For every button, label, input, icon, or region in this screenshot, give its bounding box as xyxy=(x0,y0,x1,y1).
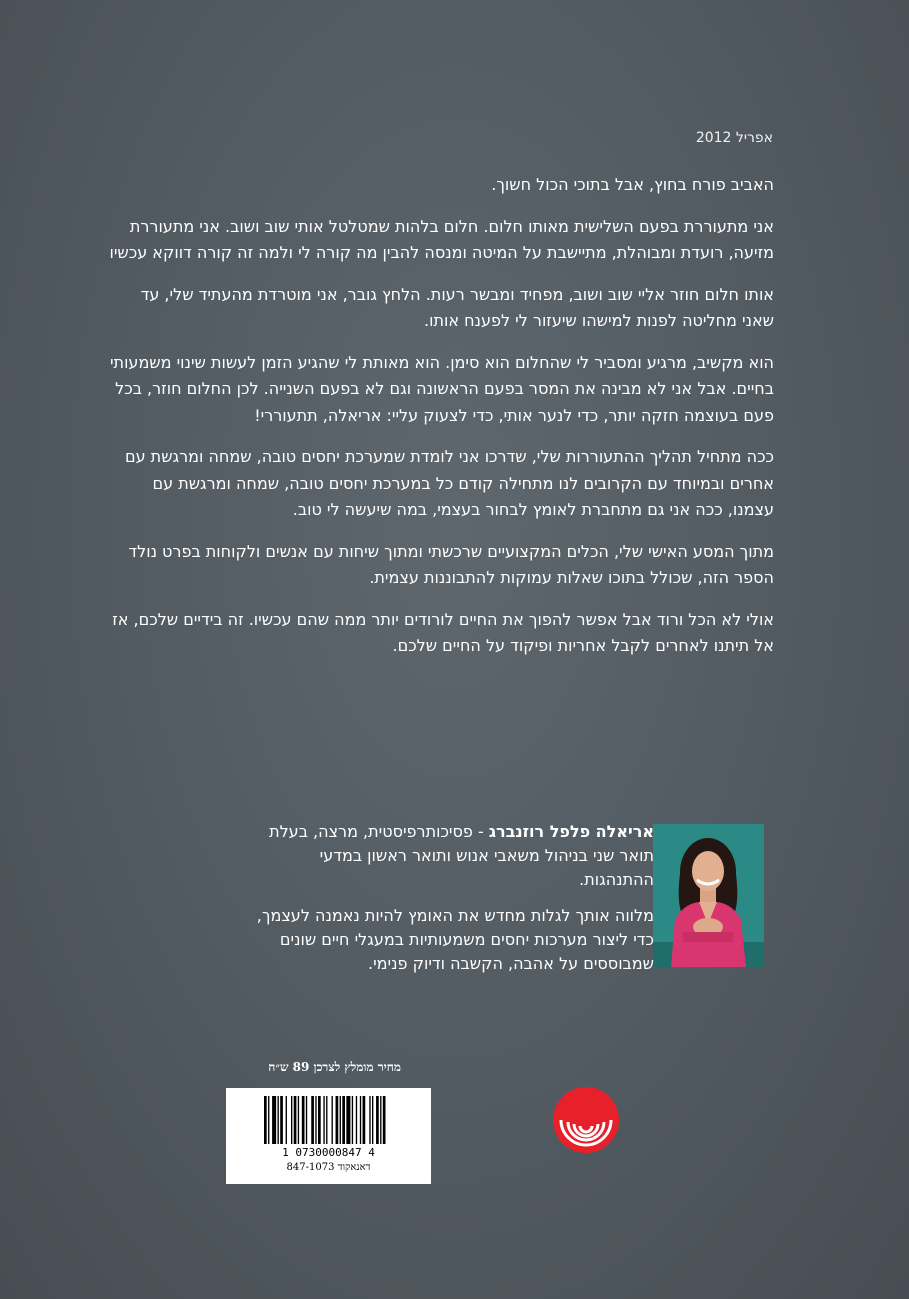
barcode-bars-image xyxy=(226,1088,431,1146)
author-name: אריאלה פלפל רוזנברג xyxy=(488,822,654,841)
author-description: מלווה אותך לגלות מחדש את האומץ להיות נאמנה לעצמך, כדי ליצור מערכות יחסים משמעותיות במעגלי חיים שונים שמבוססים על אהבה, הקשבה ודיוק פנימי. xyxy=(256,906,654,973)
author-portrait-image xyxy=(653,824,764,967)
barcode xyxy=(226,1088,431,1184)
paragraph-3: אותו חלום חוזר אליי שוב ושוב, מפחיד ומבשר רעות. הלחץ גובר, אני מוטרדת מהעתיד שלי, עד שאני מחליטה לפנות למישהו שיעזור לי לפענח אותו. xyxy=(140,284,774,330)
paragraph-1: האביב פורח בחוץ, אבל בתוכי הכול חשוך. xyxy=(491,175,774,194)
paragraph-2: אני מתעוררת בפעם השלישית מאותו חלום. חלום בלהות שמטלטל אותי שוב ושוב. אני מתעוררת מזיעה, רועדת ומבוהלת, מתיישבת על המיטה ומנסה להבין מה קורה לי ולמה זה קורה דווקא עכשיו xyxy=(109,216,774,262)
barcode-number: 1 0730000847 4 xyxy=(282,1146,375,1159)
publisher-logo-icon xyxy=(548,1086,624,1154)
author-photo xyxy=(653,824,764,967)
paragraph-5: ככה מתחיל תהליך ההתעוררות שלי, שדרכו אני לומדת שמערכת יחסים טובה, שמחה ומרגשת עם אחרים ובמיוחד עם הקרובים לנו מתחילה קודם כל במערכת יחסים טובה, שמחה ומרגשת עם עצמנו, ככה אני גם מתחברת לאומץ לבחור בעצמי, במה שיעשה לי טוב. xyxy=(124,447,774,519)
paragraph-6: מתוך המסע האישי שלי, הכלים המקצועיים שרכשתי ומתוך שיחות עם אנשים ולקוחות בפרט נולד הספר הזה, שכולל בתוכו שאלות עמוקות להתבוננות עצמית. xyxy=(128,541,774,587)
barcode-label: דאנאקוד 847-1073 xyxy=(286,1162,371,1173)
author-intro xyxy=(249,820,654,892)
date-line: אפריל 2012 xyxy=(695,130,773,146)
paragraph-4: הוא מקשיב, מרגיע ומסביר לי שהחלום הוא סימן. הוא מאותת לי שהגיע הזמן לעשות שינוי משמעותי בחיים. אבל אני לא מבינה את המסר בפעם הראשונה וגם לא בפעם השנייה. לכן החלום חוזר, בכל פעם בעוצמה חזקה יותר, כדי לנער אותי, כדי לצעוק עליי: אריאלה, תתעוררי! xyxy=(109,352,774,425)
author-bio-block xyxy=(249,820,654,988)
paragraph-7: אולי לא הכל ורוד אבל אפשר להפוך את החיים לורודים יותר ממה שהם עכשיו. זה בידיים שלכם, אז אל תיתנו לאחרים לקבל אחריות ופיקוד על החיים שלכם. xyxy=(112,609,774,655)
author-bio: - פסיכותרפיסטית, מרצה, בעלת תואר שני בניהול משאבי אנוש ותואר ראשון במדעי ההתנהגות. xyxy=(269,822,654,889)
blurb-text xyxy=(109,172,774,675)
price-label: מחיר מומלץ לצרכן 89 ש״ח xyxy=(268,1060,401,1074)
